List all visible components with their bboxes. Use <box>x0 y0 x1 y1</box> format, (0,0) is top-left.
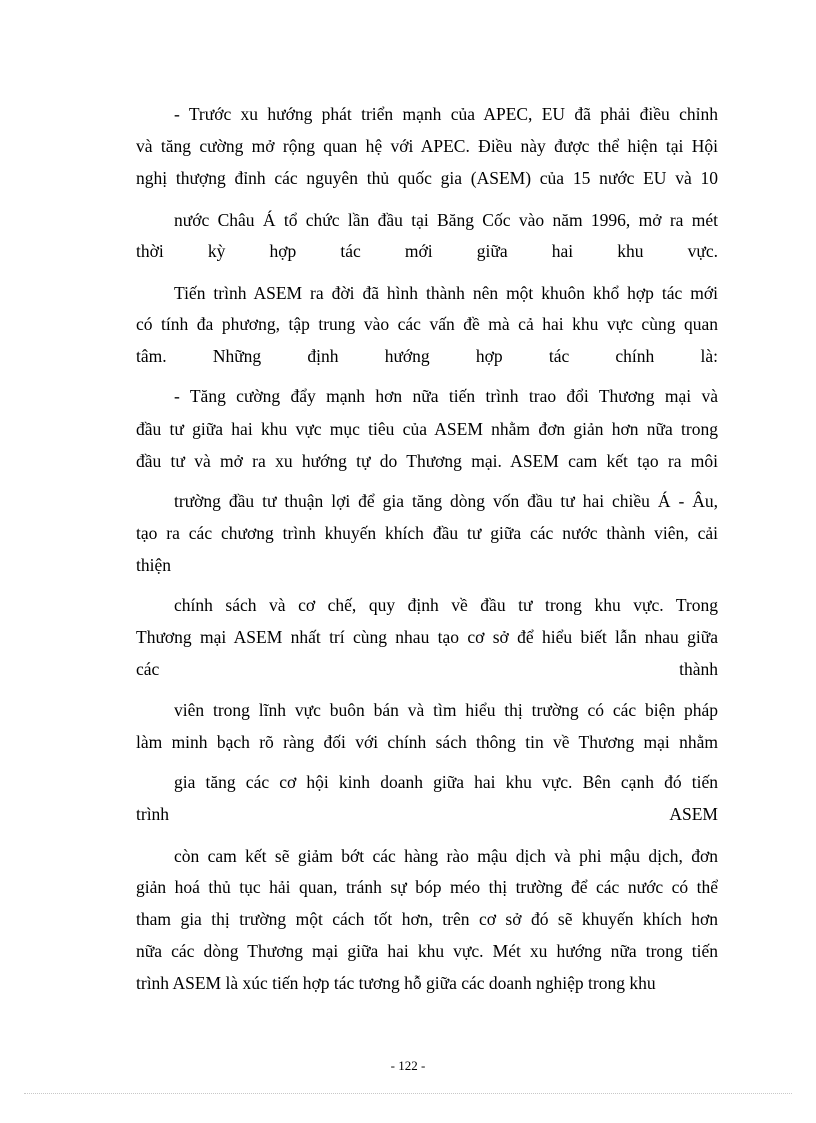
text-line: nghị thượng đỉnh các nguyên thủ quốc gia (ASEM) của 15 nước EU và 10 <box>136 168 718 188</box>
text-line: thời kỳ hợp tác mới giữa hai khu vực. <box>136 241 718 261</box>
text-line: có tính đa phương, tập trung vào các vấn đề mà cả hai khu vực cùng quan <box>136 314 718 334</box>
text-line: các thành <box>136 659 718 679</box>
text-line: và tăng cường mở rộng quan hệ với APEC. Điều này được thể hiện tại Hội <box>136 136 718 156</box>
text-line: - Trước xu hướng phát triển mạnh của APEC, EU đã phải điều chỉnh <box>174 104 718 124</box>
text-line: làm minh bạch rõ ràng đối với chính sách thông tin về Thương mại nhằm <box>136 732 718 752</box>
text-line: đầu tư và mở ra xu hướng tự do Thương mại. ASEM cam kết tạo ra môi <box>136 451 718 471</box>
text-line: trình ASEM <box>136 804 718 824</box>
page-bottom-divider <box>24 1093 792 1094</box>
text-line: trình ASEM là xúc tiến hợp tác tương hỗ giữa các doanh nghiệp trong khu <box>136 973 656 993</box>
text-line: giản hoá thủ tục hải quan, tránh sự bóp méo thị trường để các nước có thể <box>136 877 718 897</box>
text-line: - Tăng cường đẩy mạnh hơn nữa tiến trình trao đổi Thương mại và <box>174 386 718 406</box>
text-line: chính sách và cơ chế, quy định về đầu tư trong khu vực. Trong <box>174 595 718 615</box>
text-line: viên trong lĩnh vực buôn bán và tìm hiểu thị trường có các biện pháp <box>174 700 718 720</box>
page-number: - 122 - <box>390 1058 426 1073</box>
text-line: nước Châu Á tổ chức lần đầu tại Băng Cốc vào năm 1996, mở ra mét <box>174 210 718 230</box>
text-line: còn cam kết sẽ giảm bớt các hàng rào mậu dịch và phi mậu dịch, đơn <box>174 846 718 866</box>
text-line: Tiến trình ASEM ra đời đã hình thành nên một khuôn khổ hợp tác mới <box>174 283 718 303</box>
text-line: Thương mại ASEM nhất trí cùng nhau tạo cơ sở để hiểu biết lẫn nhau giữa <box>136 627 718 647</box>
text-line: thiện <box>136 555 171 575</box>
text-line: nữa các dòng Thương mại giữa hai khu vực. Mét xu hướng nữa trong tiến <box>136 941 718 961</box>
text-line: trường đầu tư thuận lợi để gia tăng dòng vốn đầu tư hai chiều Á - Âu, <box>174 491 718 511</box>
text-line: gia tăng các cơ hội kinh doanh giữa hai khu vực. Bên cạnh đó tiến <box>174 772 718 792</box>
text-line: đầu tư giữa hai khu vực mục tiêu của ASEM nhằm đơn giản hơn nữa trong <box>136 419 718 439</box>
text-line: tham gia thị trường một cách tốt hơn, trên cơ sở đó sẽ khuyến khích hơn <box>136 909 718 929</box>
text-line: tạo ra các chương trình khuyến khích đầu tư giữa các nước thành viên, cải <box>136 523 718 543</box>
text-line: tâm. Những định hướng hợp tác chính là: <box>136 346 718 366</box>
